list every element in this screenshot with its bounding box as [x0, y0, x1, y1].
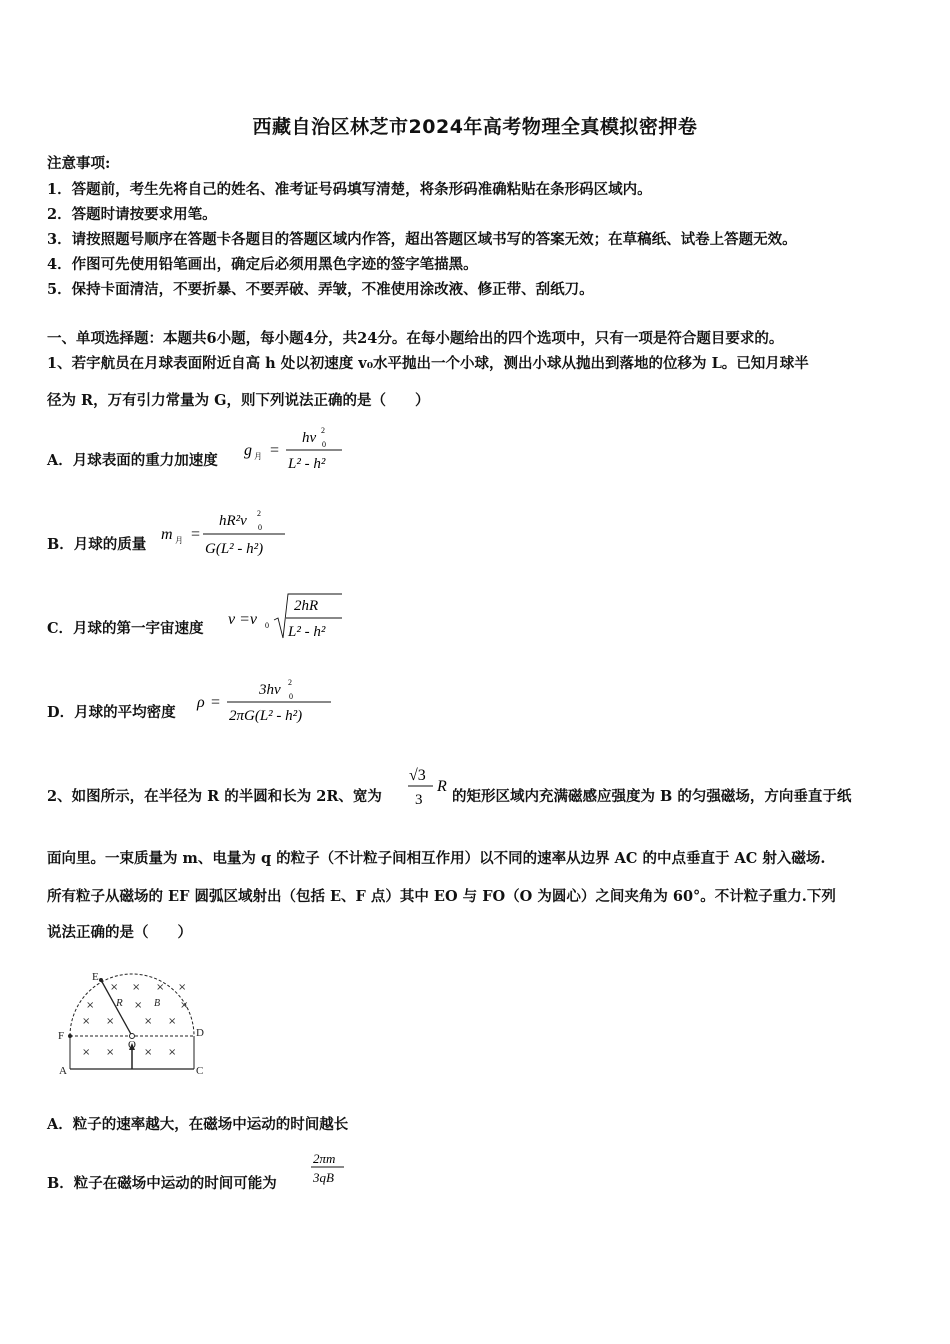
q1-option-d: D．月球的平均密度	[47, 704, 176, 721]
formula-num: hv	[302, 430, 317, 446]
label-d: D	[196, 1027, 204, 1039]
field-cross: ×	[110, 982, 119, 993]
magnetic-field-figure	[56, 966, 216, 1078]
q1-option-c: C．月球的第一宇宙速度	[47, 620, 204, 637]
label-e: E	[92, 971, 99, 983]
question-2-text: 2、如图所示，在半径为 R 的半圆和长为 2R、宽为	[47, 788, 382, 805]
svg-text:=: =	[191, 526, 201, 543]
fraction-tail: R	[437, 778, 447, 795]
field-cross: ×	[106, 1016, 115, 1027]
question-1-text: 1、若宇航员在月球表面附近自高 h 处以初速度 v₀水平抛出一个小球，测出小球从抛出到落地的位移为 L。已知月球半	[47, 355, 809, 372]
q2-option-b: B．粒子在磁场中运动的时间可能为	[47, 1175, 277, 1192]
field-cross: ×	[86, 1000, 95, 1011]
label-o: O	[128, 1039, 136, 1051]
formula-lhs: ρ	[197, 694, 205, 711]
svg-text:2: 2	[288, 678, 292, 687]
svg-text:0: 0	[322, 440, 326, 449]
q2-formula-b	[308, 1148, 352, 1192]
page-title: 西藏自治区林芝市2024年高考物理全真模拟密押卷	[252, 116, 698, 138]
svg-text:2: 2	[321, 426, 325, 435]
label-f: F	[58, 1030, 65, 1042]
fraction-den: 3	[415, 792, 423, 808]
notes-heading: 注意事项:	[47, 155, 111, 172]
formula-num: 2hR	[294, 598, 319, 614]
svg-text:=: =	[270, 442, 280, 459]
label-c: C	[196, 1065, 204, 1077]
formula-den: 2πG(L² - h²)	[229, 708, 303, 724]
svg-text:0: 0	[258, 523, 262, 532]
question-2-text: 所有粒子从磁场的 EF 圆弧区域射出（包括 E、F 点）其中 EO 与 FO（O 为圆心）之间夹角为 60°。不计粒子重力.下列	[47, 888, 836, 905]
note-item: 4．作图可先使用铅笔画出，确定后必须用黑色字迹的签字笔描黑。	[47, 256, 478, 273]
formula-num: 2πm	[313, 1151, 336, 1166]
section-heading: 一、单项选择题：本题共6小题，每小题4分，共24分。在每小题给出的四个选项中，只有一项是符合题目要求的。	[47, 330, 784, 347]
note-item: 5．保持卡面清洁，不要折暴、不要弄破、弄皱，不准使用涂改液、修正带、刮纸刀。	[47, 281, 594, 298]
question-2-text: 面向里。一束质量为 m、电量为 q 的粒子（不计粒子间相互作用）以不同的速率从边界 AC 的中点垂直于 AC 射入磁场.	[47, 850, 826, 867]
svg-text:2: 2	[257, 509, 261, 518]
formula-lhs: m	[161, 526, 173, 543]
question-2-text: 说法正确的是（ ）	[47, 924, 192, 941]
field-cross: ×	[156, 982, 165, 993]
field-cross: ×	[168, 1016, 177, 1027]
svg-text:0: 0	[265, 621, 269, 630]
q2-width-fraction	[405, 758, 453, 812]
svg-text:=: =	[211, 694, 221, 711]
field-cross: ×	[178, 982, 187, 993]
formula-den: L² - h²	[288, 624, 326, 640]
note-item: 2．答题时请按要求用笔。	[47, 206, 217, 223]
formula-den: G(L² - h²)	[205, 541, 264, 557]
formula-num: 3hv	[259, 682, 281, 698]
formula-sub: 月	[175, 536, 183, 545]
q1-formula-c	[224, 590, 354, 644]
q1-formula-a	[240, 422, 350, 474]
field-cross: ×	[168, 1047, 177, 1058]
field-cross: ×	[144, 1047, 153, 1058]
field-cross: ×	[180, 1000, 189, 1011]
fraction-num: √3	[409, 767, 426, 784]
field-cross: ×	[106, 1047, 115, 1058]
field-cross: ×	[144, 1016, 153, 1027]
formula-lhs: v =v	[228, 611, 257, 628]
q1-option-b: B．月球的质量	[47, 536, 147, 553]
label-b: B	[154, 998, 161, 1009]
field-cross: ×	[82, 1016, 91, 1027]
label-a: A	[59, 1065, 67, 1077]
field-cross: ×	[82, 1047, 91, 1058]
question-2-text: 的矩形区域内充满磁感应强度为 B 的匀强磁场，方向垂直于纸	[452, 788, 852, 805]
field-cross: ×	[134, 1000, 143, 1011]
svg-text:0: 0	[289, 692, 293, 701]
label-r: R	[116, 997, 123, 1009]
q1-formula-d	[193, 674, 343, 728]
note-item: 1．答题前，考生先将自己的姓名、准考证号码填写清楚，将条形码准确粘贴在条形码区域内。	[47, 181, 652, 198]
formula-den: 3qB	[313, 1170, 334, 1185]
formula-lhs: g	[244, 442, 252, 459]
formula-den: L² - h²	[288, 456, 326, 472]
q1-formula-b	[157, 505, 297, 561]
note-item: 3．请按照题号顺序在答题卡各题目的答题区域内作答，超出答题区域书写的答案无效；在草稿纸、试卷上答题无效。	[47, 231, 797, 248]
field-cross: ×	[132, 982, 141, 993]
q2-option-a: A．粒子的速率越大，在磁场中运动的时间越长	[47, 1116, 349, 1133]
formula-sub: 月	[254, 452, 262, 461]
question-1-text: 径为 R，万有引力常量为 G，则下列说法正确的是（ ）	[47, 392, 430, 409]
formula-num: hR²v	[219, 513, 247, 529]
q1-option-a: A．月球表面的重力加速度	[47, 452, 218, 469]
